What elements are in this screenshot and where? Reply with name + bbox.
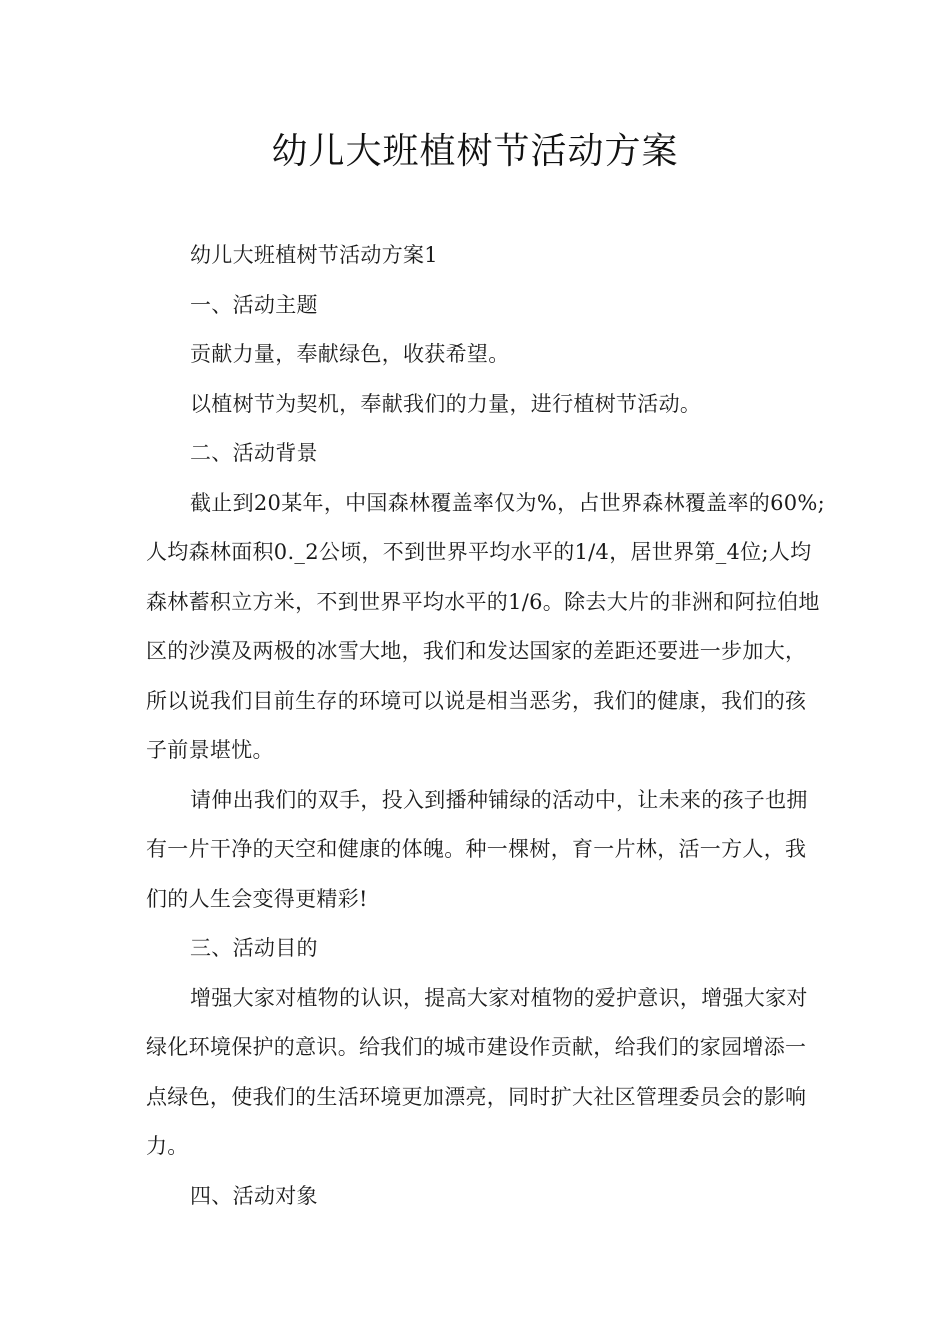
section-heading-audience: 四、活动对象 [190, 1183, 318, 1208]
paragraph: 请伸出我们的双手，投入到播种铺绿的活动中，让未来的孩子也拥有一片干净的天空和健康的体魄。种一棵树，育一片林，活一方人，我们的人生会变得更精彩! [146, 787, 808, 911]
paragraph: 截止到20某年，中国森林覆盖率仅为%，占世界森林覆盖率的60%;人均森林面积0._2公顷，不到世界平均水平的1/4，居世界第_4位;人均森林蓄积立方米，不到世界平均水平的1/6。除去大片的非洲和阿拉伯地区的沙漠及两极的冰雪大地，我们和发达国家的差距还要进一步加大，所以说我们目前生存的环境可以说是相当恶劣，我们的健康，我们的孩子前景堪忧。 [146, 490, 826, 762]
document-title: 幼儿大班植树节活动方案 [271, 131, 679, 172]
section-heading-purpose: 三、活动目的 [190, 936, 318, 960]
section-heading-background: 二、活动背景 [190, 441, 318, 465]
section-subtitle: 幼儿大班植树节活动方案1 [190, 243, 438, 267]
document-body [146, 231, 826, 1221]
paragraph: 以植树节为契机，奉献我们的力量，进行植树节活动。 [190, 391, 702, 416]
paragraph: 增强大家对植物的认识，提高大家对植物的爱护意识，增强大家对绿化环境保护的意识。给我们的城市建设作贡献，给我们的家园增添一点绿色，使我们的生活环境更加漂亮，同时扩大社区管理委员会的影响力。 [146, 985, 808, 1158]
paragraph: 贡献力量，奉献绿色，收获希望。 [190, 342, 510, 366]
section-heading-theme: 一、活动主题 [190, 292, 318, 317]
